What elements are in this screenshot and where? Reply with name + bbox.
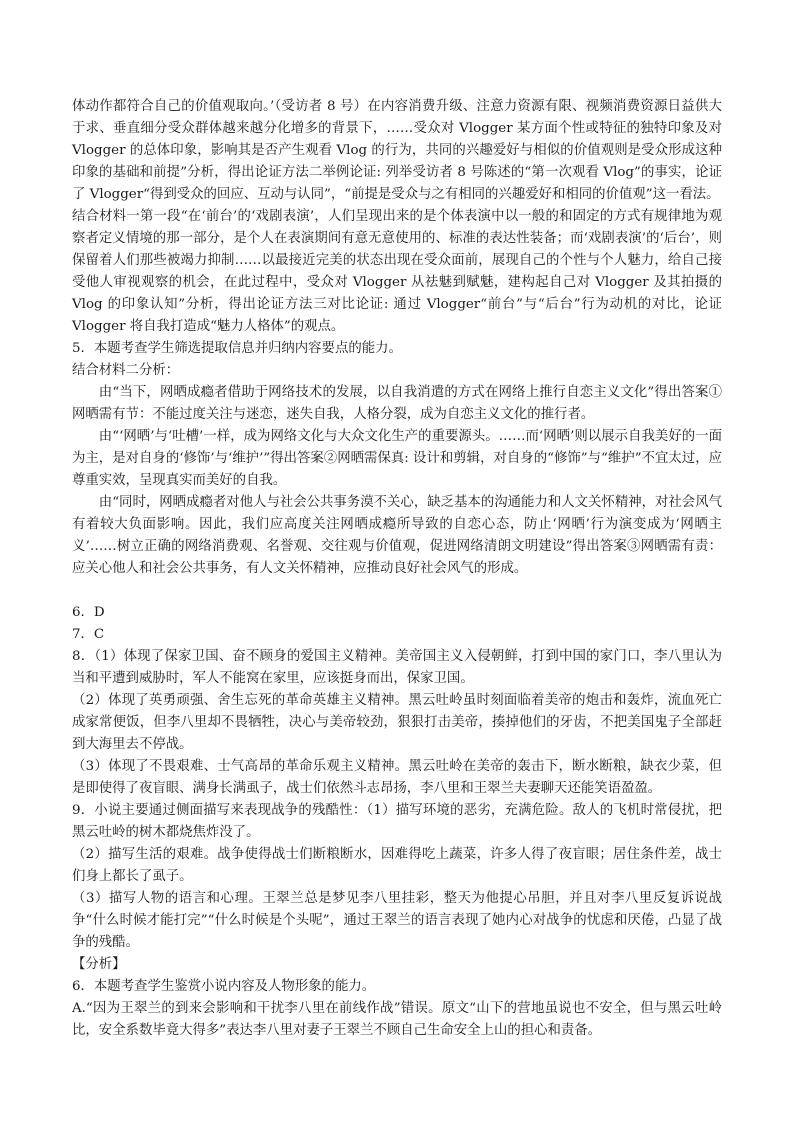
paragraph-q4-method3: 结合材料一第一段“在‘前台’的‘戏剧表演’，人们呈现出来的是个体表演中以一般的和固定的方式有规律地为观察者定义情境的那一部分，是个人在表演期间有意无意使用的、标准的表达性装备；而‘戏剧表演’的‘后台’，则保留着人们那些被竭力抑制……以最接近完美的状态出现在受众面前，展现自己的个性与个人魅力，给自己接受他人审视观察的机会，在此过程中，受众对 Vlogger 从祛魅到赋魅，建构起自己对 Vlogger 及其拍摄的 Vlog 的印象认知”分析，得出论证方法三对比论证: 通过 Vlogger“前台”与“后台”行为动机的对比，论证 Vlogger 将自我打造成“魅力人格体”的观点。 (72, 209, 722, 334)
analysis-heading: 【分析】 (72, 957, 126, 972)
answer-q8-part2: （2）体现了英勇顽强、舍生忘死的革命英雄主义精神。黑云吐岭虽时刻面临着美帝的炮击和轰炸，流血死亡成家常便饭，但李八里却不畏牺牲，决心与美帝较劲，狠狠打击美帝，揍掉他们的牙齿，不把美国鬼子全部赶到大海里去不停战。 (72, 693, 722, 752)
paragraph-q4-method2: 体动作都符合自己的价值观取向。’（受访者 8 号）在内容消费升级、注意力资源有限、视频消费资源日益供大于求、垂直细分受众群体越来越分化增多的背景下，……受众对 Vlogger 某方面个性或特征的独特印象及对 Vlogger 的总体印象，影响其是否产生观看 Vlog 的行为，共同的兴趣爱好与相似的价值观则是受众形成这种印象的基础和前提”分析，得出论证方法二举例论证: 列举受访者 8 号陈述的“第一次观看 Vlog”的事实，论证了 Vlogger“得到受众的回应、互动与认同”，“前提是受众与之有相同的兴趣爱好和相同的价值观”这一看法。 (72, 99, 722, 202)
analysis-q6-option-a: A.“因为王翠兰的到来会影响和干扰李八里在前线作战”错误。原文“山下的营地虽说也不安全，但与黑云吐岭比，安全系数毕竟大得多”表达李八里对妻子王翠兰不顾自己生命安全上山的担心和责备。 (72, 1001, 722, 1038)
paragraph-q5-point3: 由“同时，网晒成瘾者对他人与社会公共事务漠不关心，缺乏基本的沟通能力和人文关怀精神，对社会风气有着较大负面影响。因此，我们应高度关注网晒成瘾所导致的自恋心态，防止‘网晒’行为演变成为‘网晒主义’……树立正确的网络消费观、名誉观、交往观与价值观，促进网络清朗文明建设”得出答案③网晒需有责：应关心他人和社会公共事务，有人文关怀精神，应推动良好社会风气的形成。 (72, 495, 722, 576)
paragraph-q5-material: 结合材料二分析： (72, 363, 180, 378)
answer-q8-part3: （3）体现了不畏艰难、士气高昂的革命乐观主义精神。黑云吐岭在美帝的轰击下，断水断粮，缺衣少菜，但是即使得了夜盲眼、满身长满虱子，战士们依然斗志昂扬，李八里和王翠兰夫妻聊天还能笑语盈盈。 (72, 759, 722, 796)
answer-q8-part1: 8．（1）体现了保家卫国、奋不顾身的爱国主义精神。美帝国主义入侵朝鲜，打到中国的家门口，李八里认为当和平遭到威胁时，军人不能窝在家里，应该挺身而出，保家卫国。 (72, 649, 722, 686)
answer-q9-part3: （3）描写人物的语言和心理。王翠兰总是梦见李八里挂彩，整天为他提心吊胆，并且对李八里反复诉说战争“什么时候才能打完”“什么时候是个头呢”，通过王翠兰的语言表现了她内心对战争的忧虑和厌倦，凸显了战争的残酷。 (72, 891, 722, 950)
analysis-q6-intro: 6．本题考查学生鉴赏小说内容及人物形象的能力。 (72, 979, 376, 994)
answer-text-body (72, 96, 722, 1042)
paragraph-q5-point2: 由“‘网晒’与‘吐槽’一样，成为网络文化与大众文化生产的重要源头。……而‘网晒’则以展示自我美好的一面为主，是对自身的‘修饰’与‘维护’”得出答案②网晒需保真: 设计和剪辑，对自身的“修饰”与“维护”不宜太过，应尊重实效，呈现真实而美好的自我。 (72, 429, 722, 488)
answer-q9-part2: （2）描写生活的艰难。战争使得战士们断粮断水，因难得吃上蔬菜，许多人得了夜盲眼；居住条件差，战士们身上都长了虱子。 (72, 847, 722, 884)
paragraph-q5-intro: 5．本题考查学生筛选提取信息并归纳内容要点的能力。 (72, 341, 402, 356)
spacer (72, 580, 722, 602)
answer-q7: 7．C (72, 627, 105, 642)
answer-q9-part1: 9．小说主要通过侧面描写来表现战争的残酷性：（1）描写环境的恶劣，充满危险。敌人的飞机时常侵扰，把黑云吐岭的树木都烧焦炸没了。 (72, 803, 722, 840)
answer-q6: 6．D (72, 605, 105, 620)
paragraph-q5-point1: 由“当下，网晒成瘾者借助于网络技术的发展，以自我消遣的方式在网络上推行自恋主义文化”得出答案①网晒需有节：不能过度关注与迷恋，迷失自我，人格分裂，成为自恋主义文化的推行者。 (72, 385, 722, 422)
